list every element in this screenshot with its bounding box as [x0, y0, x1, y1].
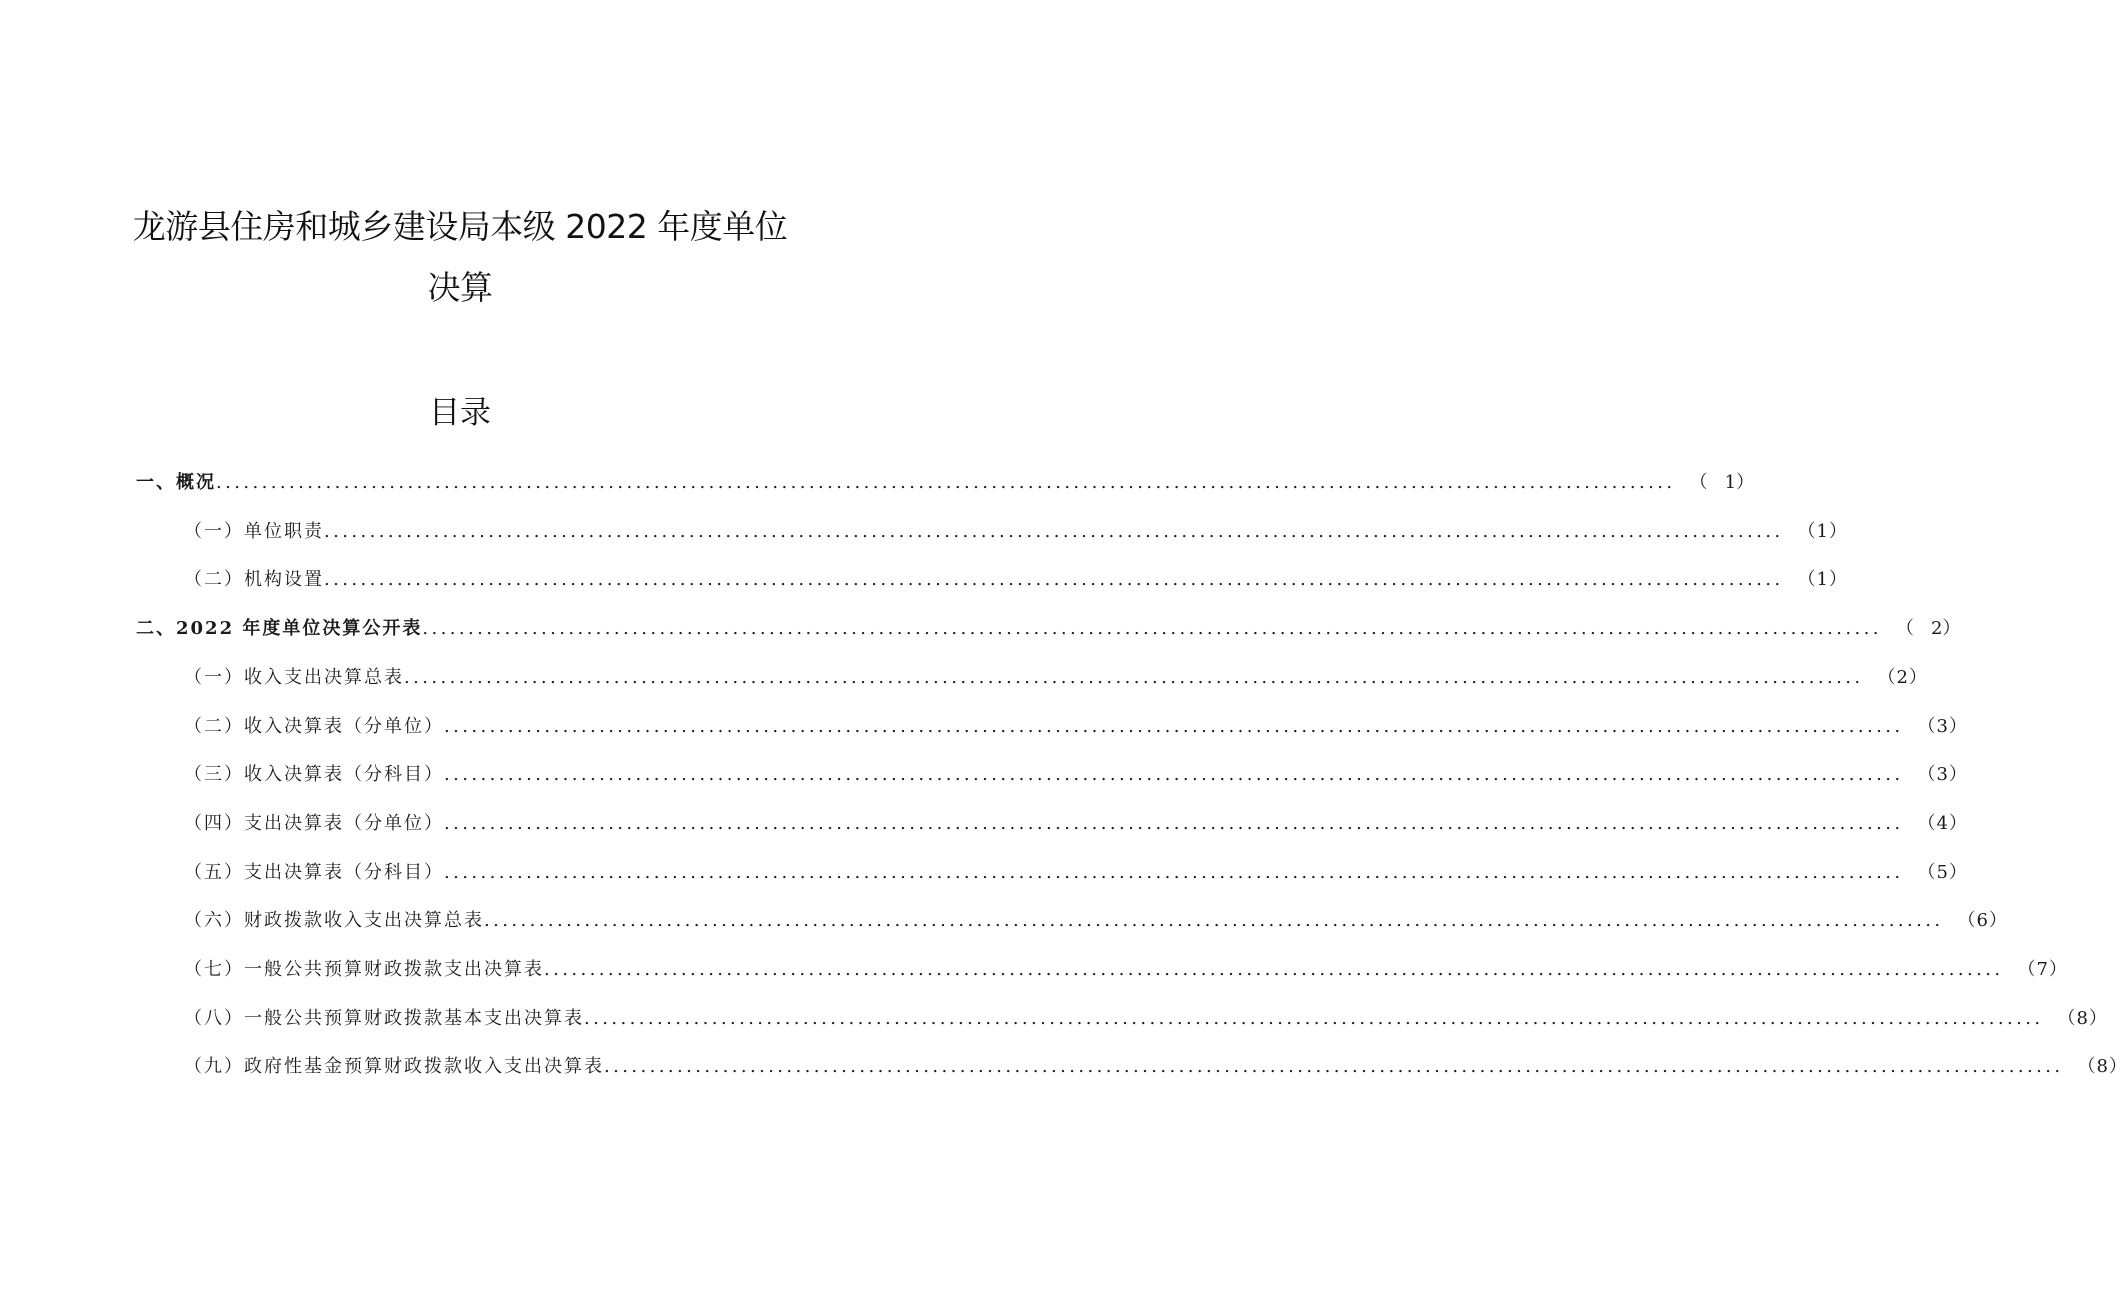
toc-entry-page: （8）	[2057, 1008, 2108, 1029]
toc-entry-label: （八）一般公共预算财政拨款基本支出决算表	[184, 1008, 584, 1029]
toc-entry-label: （一）收入支出决算总表	[184, 667, 404, 688]
toc-entry-label: （三）收入决算表（分科目）	[184, 764, 444, 785]
toc-entry	[184, 904, 2008, 934]
toc-entry	[184, 563, 1848, 593]
toc-dot-leader: ................................................................................................................................................................	[544, 959, 2004, 980]
toc-dot-leader: ................................................................................................................................................................	[324, 521, 1784, 542]
toc-entry-page: （3）	[1917, 716, 1968, 737]
toc-dot-leader: ................................................................................................................................................................	[404, 667, 1864, 688]
toc-dot-leader: ................................................................................................................................................................	[444, 764, 1904, 785]
toc-entry-page: （6）	[1957, 910, 2008, 931]
toc-entry-page: （8）	[2077, 1056, 2128, 1077]
toc-heading: 目录	[429, 395, 491, 431]
toc-dot-leader: ................................................................................................................................................................	[324, 569, 1784, 590]
toc-entry-page: （3）	[1917, 764, 1968, 785]
toc-entry	[136, 612, 1961, 642]
document-title-line-2: 决算	[427, 268, 493, 307]
toc-entry-label: （一）单位职责	[184, 521, 324, 542]
toc-entry-label: （二）机构设置	[184, 569, 324, 590]
toc-entry	[184, 1002, 2108, 1032]
document-title	[60, 196, 860, 318]
toc-dot-leader: ................................................................................................................................................................	[422, 618, 1882, 639]
toc-entry-label: （九）政府性基金预算财政拨款收入支出决算表	[184, 1056, 604, 1077]
toc-dot-leader: ................................................................................................................................................................	[584, 1008, 2044, 1029]
toc-dot-leader: ................................................................................................................................................................	[444, 862, 1904, 883]
toc-entry	[184, 710, 1968, 740]
toc-dot-leader: ................................................................................................................................................................	[444, 716, 1904, 737]
toc-entry	[136, 466, 1755, 496]
toc-entry-page: （4）	[1917, 813, 1968, 834]
toc-entry-label: （四）支出决算表（分单位）	[184, 813, 444, 834]
toc-entry-page: （ 1）	[1689, 472, 1755, 493]
toc-entry	[184, 953, 2068, 983]
toc-entry	[184, 758, 1968, 788]
toc-entry	[184, 856, 1968, 886]
toc-entry-page: （ 2）	[1895, 618, 1961, 639]
toc-entry	[184, 515, 1848, 545]
toc-entry-page: （1）	[1797, 569, 1848, 590]
toc-entry-label: 二、2022 年度单位决算公开表	[136, 618, 423, 639]
toc-dot-leader: ................................................................................................................................................................	[604, 1056, 2064, 1077]
toc-entry-page: （5）	[1917, 862, 1968, 883]
toc-entry	[184, 1050, 2128, 1080]
toc-entry-page: （1）	[1797, 521, 1848, 542]
toc-entry-page: （2）	[1877, 667, 1928, 688]
toc-entry-page: （7）	[2017, 959, 2068, 980]
toc-dot-leader: ................................................................................................................................................................	[484, 910, 1944, 931]
toc-entry-label: （二）收入决算表（分单位）	[184, 716, 444, 737]
toc-entry	[184, 661, 1928, 691]
toc-entry-label: 一、概况	[136, 472, 216, 493]
document-title-line-1: 龙游县住房和城乡建设局本级 2022 年度单位	[132, 207, 788, 246]
toc-dot-leader: ................................................................................................................................................................	[216, 472, 1676, 493]
toc-entry	[184, 807, 1968, 837]
toc-dot-leader: ................................................................................................................................................................	[444, 813, 1904, 834]
toc-entry-label: （六）财政拨款收入支出决算总表	[184, 910, 484, 931]
toc-entry-label: （七）一般公共预算财政拨款支出决算表	[184, 959, 544, 980]
toc-entry-label: （五）支出决算表（分科目）	[184, 862, 444, 883]
